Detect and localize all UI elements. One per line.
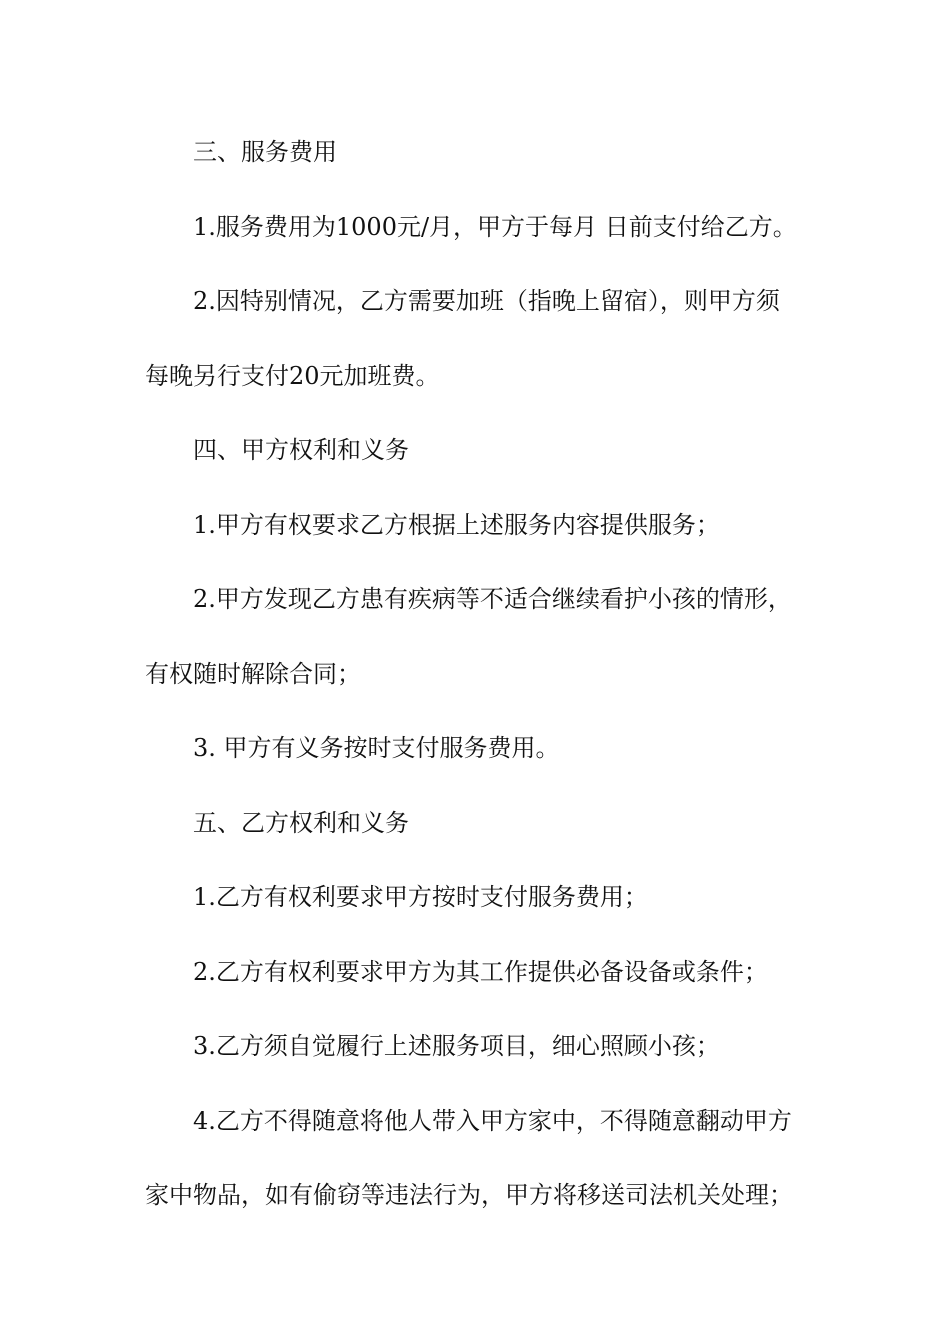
clause-party-b-right-2: 2.乙方有权利要求甲方为其工作提供必备设备或条件；	[193, 958, 768, 986]
clause-party-b-right-1: 1.乙方有权利要求甲方按时支付服务费用；	[193, 883, 648, 911]
section-heading-party-b: 五、乙方权利和义务	[193, 809, 409, 837]
clause-party-b-duty-4-line-1: 4.乙方不得随意将他人带入甲方家中，不得随意翻动甲方	[193, 1107, 792, 1135]
clause-overtime-line-1: 2.因特别情况，乙方需要加班（指晚上留宿），则甲方须	[193, 287, 780, 315]
clause-fee-amount: 1.服务费用为1000元/月，甲方于每月 日前支付给乙方。	[193, 213, 797, 241]
clause-party-a-right-2-line-1: 2.甲方发现乙方患有疾病等不适合继续看护小孩的情形，	[193, 585, 792, 613]
clause-party-a-duty-3: 3. 甲方有义务按时支付服务费用。	[193, 734, 560, 762]
clause-party-b-duty-4-line-2: 家中物品，如有偷窃等违法行为，甲方将移送司法机关处理；	[145, 1181, 793, 1209]
section-heading-party-a: 四、甲方权利和义务	[193, 436, 409, 464]
clause-party-a-right-2-line-2: 有权随时解除合同；	[145, 660, 361, 688]
clause-overtime-line-2: 每晚另行支付20元加班费。	[145, 362, 440, 390]
clause-party-a-right-1: 1.甲方有权要求乙方根据上述服务内容提供服务；	[193, 511, 720, 539]
clause-party-b-duty-3: 3.乙方须自觉履行上述服务项目，细心照顾小孩；	[193, 1032, 720, 1060]
section-heading-service-fee: 三、服务费用	[193, 138, 337, 166]
